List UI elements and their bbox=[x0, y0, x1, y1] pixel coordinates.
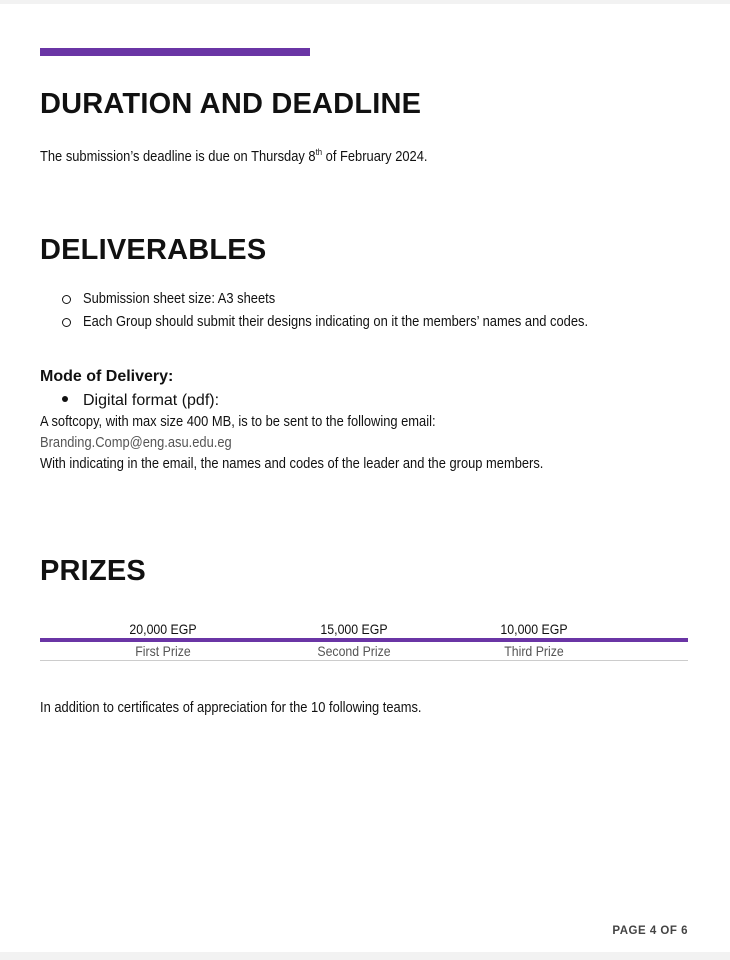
duration-heading: DURATION AND DEADLINE bbox=[40, 88, 422, 120]
contact-email[interactable]: Branding.Comp@eng.asu.edu.eg bbox=[40, 434, 232, 451]
delivery-subheading: Mode of Delivery: bbox=[40, 368, 174, 385]
prize-label: First Prize bbox=[135, 643, 191, 659]
prize-divider bbox=[40, 638, 688, 642]
circle-bullet-icon bbox=[62, 318, 71, 327]
deliverables-heading: DELIVERABLES bbox=[40, 234, 267, 266]
prize-label: Second Prize bbox=[317, 643, 391, 659]
certificates-note: In addition to certificates of appreciation for the 10 following teams. bbox=[40, 699, 422, 716]
circle-bullet-icon bbox=[62, 295, 71, 304]
prize-label: Third Prize bbox=[504, 643, 564, 659]
email-instructions: With indicating in the email, the names and codes of the leader and the group members. bbox=[40, 455, 544, 472]
prize-amount: 15,000 EGP bbox=[320, 621, 388, 637]
delivery-bullet: Digital format (pdf): bbox=[62, 392, 219, 410]
table-bottom-rule bbox=[40, 660, 688, 661]
bullet-dot-icon bbox=[62, 396, 68, 402]
prize-amount: 20,000 EGP bbox=[129, 621, 197, 637]
page-number: PAGE 4 OF 6 bbox=[612, 925, 688, 937]
document-page: DURATION AND DEADLINE The submission’s deadline is due on Thursday 8th of February 2024. DELIVERABLES Submission sheet size: A3 sheets Each Group should submit their designs indicating on it the members’ names and codes. Mode of Delivery: Digital format (pdf): A softcopy, with max size 400 MB, is to be sent to the following email: Branding.Comp@eng.asu.edu.eg With indicating in the email, the names and codes of the leader and the group members. PRIZES 20,000 EGP First Prize 15,000 EGP Second Prize 10,000 EGP Third Prize In addition to certificates of appreciation for the 10 following teams. PAGE 4 OF 6 bbox=[0, 4, 730, 952]
softcopy-text: A softcopy, with max size 400 MB, is to be sent to the following email: bbox=[40, 413, 436, 430]
prizes-heading: PRIZES bbox=[40, 555, 146, 587]
prize-table bbox=[40, 621, 688, 665]
prize-amount: 10,000 EGP bbox=[500, 621, 568, 637]
accent-bar bbox=[40, 48, 310, 56]
deadline-text: The submission’s deadline is due on Thursday 8th of February 2024. bbox=[40, 147, 428, 165]
